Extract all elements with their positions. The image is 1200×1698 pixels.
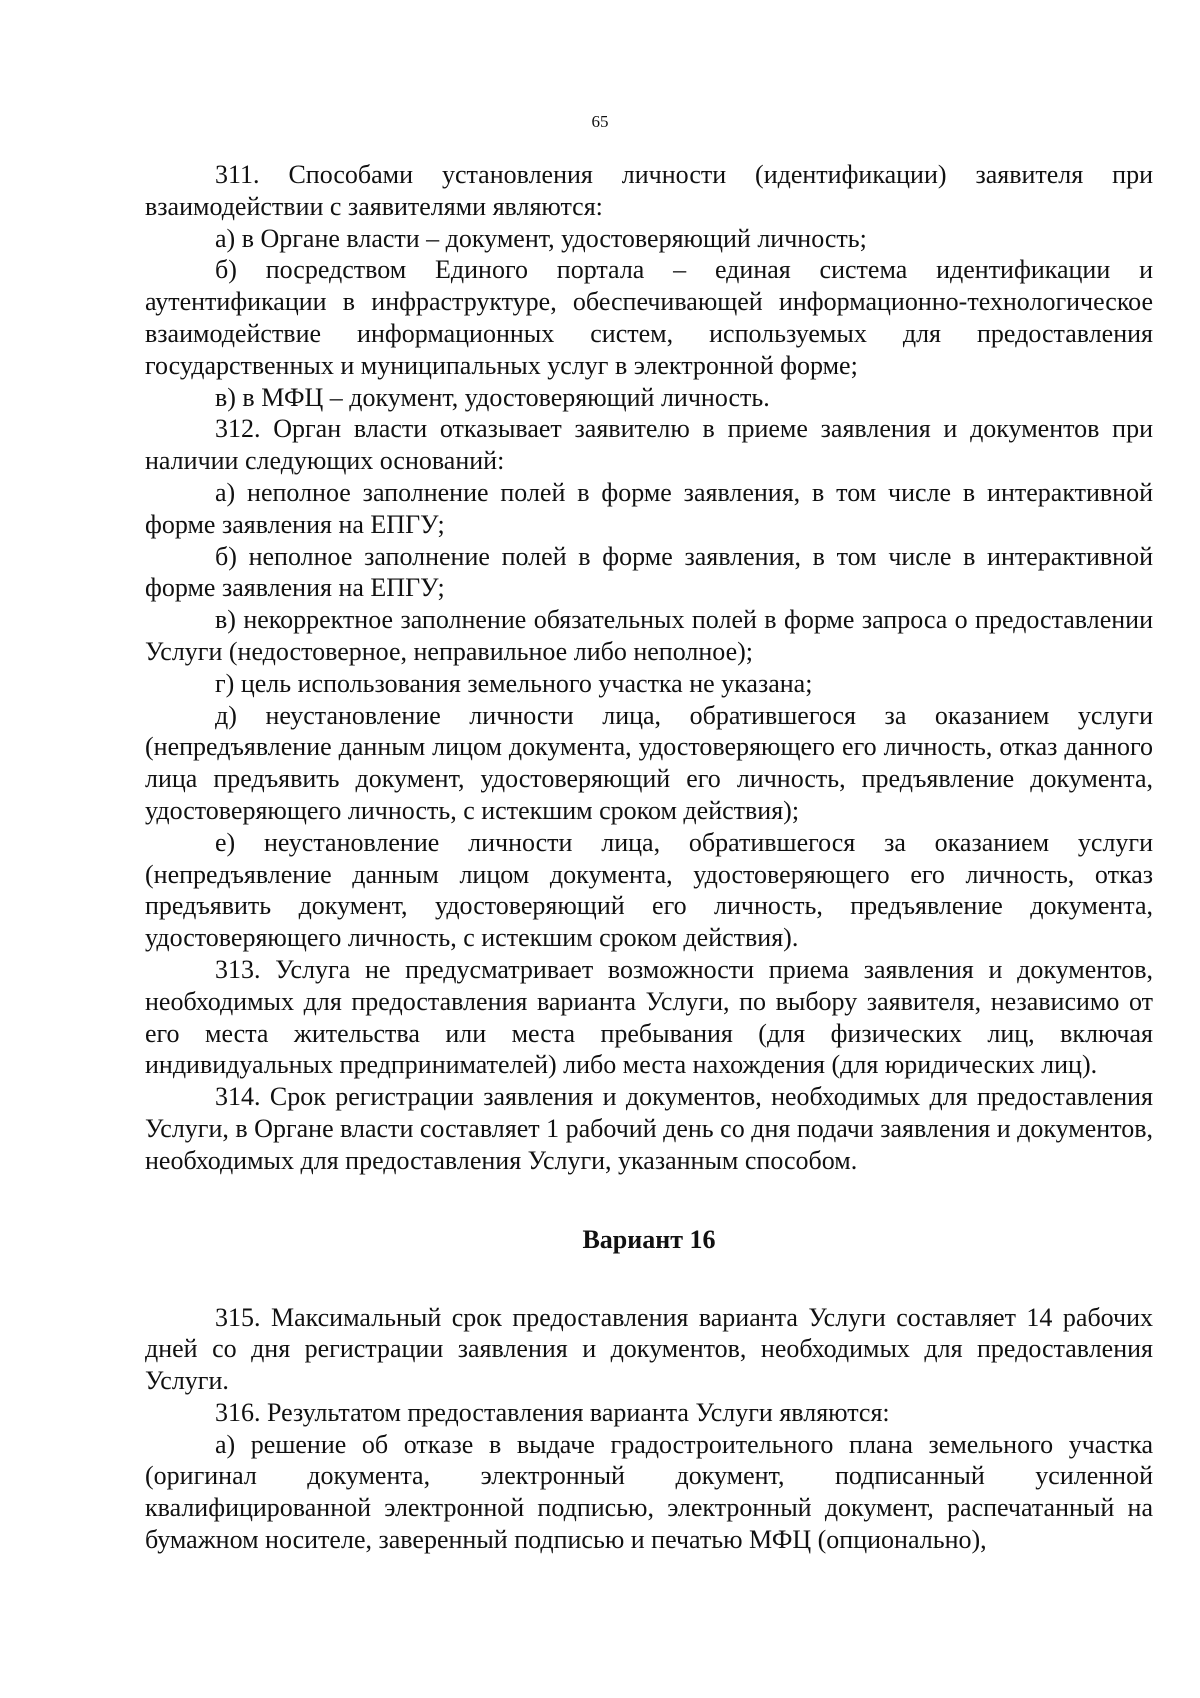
paragraph-312-g: г) цель использования земельного участка не указана; xyxy=(215,668,813,698)
paragraph-312-b: б) неполное заполнение полей в форме заявления, в том числе в интерактивной форме заявления на ЕПГУ; xyxy=(145,541,1153,603)
page-body xyxy=(145,159,1153,1556)
paragraph-312-a: а) неполное заполнение полей в форме заявления, в том числе в интерактивной форме заявления на ЕПГУ; xyxy=(145,477,1153,539)
paragraph-314: 314. Срок регистрации заявления и документов, необходимых для предоставления Услуги, в Органе власти составляет 1 рабочий день со дня подачи заявления и документов, необходимых для предоставления Услуги, указанным способом. xyxy=(145,1082,1153,1175)
paragraph-312-d: д) неустановление личности лица, обратившегося за оказанием услуги (непредъявление данным лицом документа, удостоверяющего его личность, отказ данного лица предъявить документ, удостоверяющий его личность, предъявление документа, удостоверяющего личность, с истекшим сроком действия); xyxy=(145,700,1153,825)
paragraph-316-a: а) решение об отказе в выдаче градостроительного плана земельного участка (оригинал документа, электронный документ, подписанный усиленной квалифицированной электронной подписью, электронный документ, распечатанный на бумажном носителе, заверенный подписью и печатью МФЦ (опционально), xyxy=(145,1429,1153,1555)
paragraph-311-b: б) посредством Единого портала – единая система идентификации и аутентификации в инфраструктуре, обеспечивающей информационно-технологическое взаимодействие информационных систем, используемых для предоставления государственных и муниципальных услуг в электронной форме; xyxy=(145,255,1153,380)
paragraph-313: 313. Услуга не предусматривает возможности приема заявления и документов, необходимых для предоставления варианта Услуги, по выбору заявителя, независимо от его места жительства или места пребывания (для физических лиц, включая индивидуальных предпринимателей) либо места нахождения (для юридических лиц). xyxy=(145,954,1153,1080)
page-number: 65 xyxy=(591,112,609,131)
paragraph-312-e: е) неустановление личности лица, обратившегося за оказанием услуги (непредъявление данным лицом документа, удостоверяющего его личность, отказ предъявить документ, удостоверяющий его личность, предъявление документа, удостоверяющего личность, с истекшим сроком действия). xyxy=(145,827,1153,953)
section-heading: Вариант 16 xyxy=(582,1224,716,1254)
paragraph-316: 316. Результатом предоставления варианта Услуги являются: xyxy=(215,1397,890,1427)
paragraph-312-v: в) некорректное заполнение обязательных полей в форме запроса о предоставлении Услуги (недостоверное, неправильное либо неполное); xyxy=(145,605,1153,666)
paragraph-315: 315. Максимальный срок предоставления варианта Услуги составляет 14 рабочих дней со дня регистрации заявления и документов, необходимых для предоставления Услуги. xyxy=(145,1302,1153,1396)
paragraph-311: 311. Способами установления личности (идентификации) заявителя при взаимодействии с заявителями являются: xyxy=(145,160,1153,221)
paragraph-311-v: в) в МФЦ – документ, удостоверяющий личность. xyxy=(215,382,770,412)
paragraph-311-a: а) в Органе власти – документ, удостоверяющий личность; xyxy=(215,223,867,253)
paragraph-312: 312. Орган власти отказывает заявителю в приеме заявления и документов при наличии следующих оснований: xyxy=(145,414,1153,476)
